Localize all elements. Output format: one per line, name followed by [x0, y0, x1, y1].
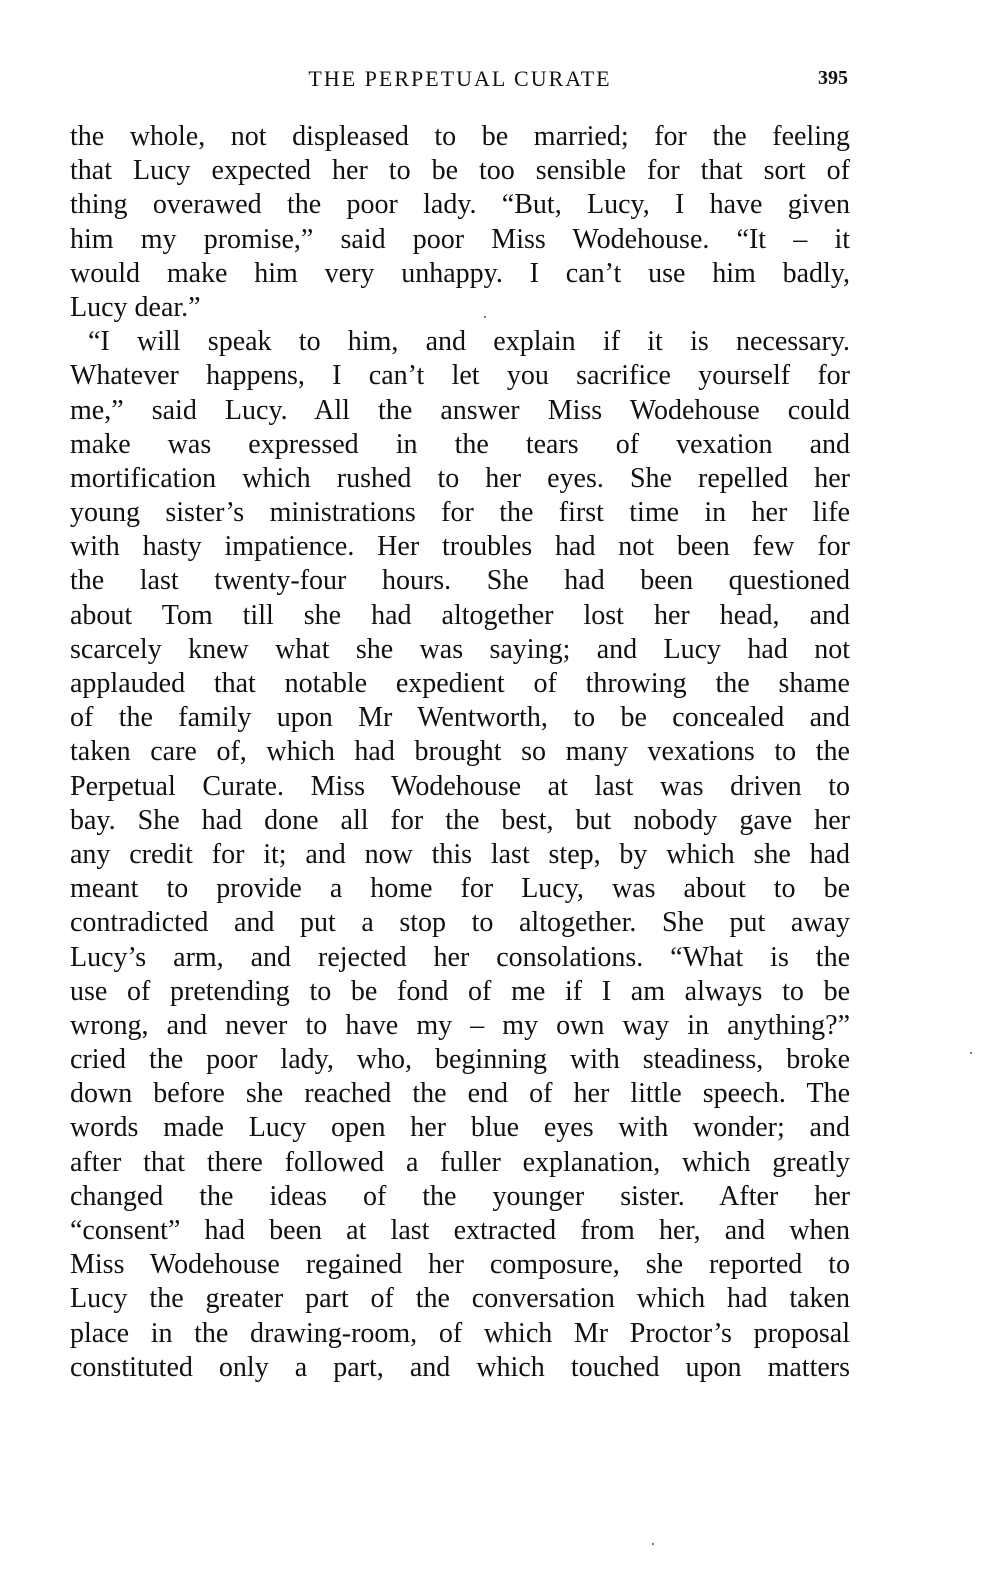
- text-line: the last twenty-four hours. She had been questioned: [70, 565, 850, 597]
- text-line: the whole, not displeased to be married; for the feeling: [70, 121, 850, 152]
- text-line: scarcely knew what she was saying; and Lucy had not: [70, 633, 850, 665]
- text-line: about Tom till she had altogether lost her head, and: [70, 599, 850, 631]
- text-line: that Lucy expected her to be too sensible for that sort of: [70, 155, 850, 187]
- text-line: any credit for it; and now this last step, by which she had: [70, 838, 850, 870]
- text-line: mortification which rushed to her eyes. She repelled her: [70, 462, 850, 494]
- text-line: cried the poor lady, who, beginning with steadiness, broke: [70, 1044, 850, 1076]
- scan-speck: [652, 1543, 654, 1545]
- text-line: applauded that notable expedient of throwing the shame: [70, 668, 850, 699]
- text-line: after that there followed a fuller explanation, which greatly: [70, 1146, 850, 1178]
- text-line: Perpetual Curate. Miss Wodehouse at last was driven to: [70, 770, 850, 802]
- scan-speck: [484, 316, 486, 318]
- text-line: meant to provide a home for Lucy, was about to be: [70, 873, 850, 905]
- text-line: use of pretending to be fond of me if I am always to be: [70, 975, 850, 1007]
- text-line: with hasty impatience. Her troubles had not been few for: [70, 531, 850, 563]
- text-line: thing overawed the poor lady. “But, Lucy, I have given: [70, 189, 850, 221]
- text-line: down before she reached the end of her little speech. The: [70, 1078, 850, 1110]
- text-line: Lucy dear.”: [70, 291, 201, 323]
- text-line: “I will speak to him, and explain if it is necessary.: [88, 326, 850, 358]
- text-line: changed the ideas of the younger sister. After her: [70, 1180, 850, 1212]
- text-line: “consent” had been at last extracted from her, and when: [70, 1215, 850, 1246]
- text-line: place in the drawing-room, of which Mr Proctor’s proposal: [70, 1317, 850, 1349]
- text-line: me,” said Lucy. All the answer Miss Wodehouse could: [70, 394, 850, 426]
- page-number: 395: [818, 67, 848, 89]
- text-line: Miss Wodehouse regained her composure, she reported to: [70, 1249, 850, 1281]
- text-line: of the family upon Mr Wentworth, to be concealed and: [70, 702, 850, 734]
- text-line: taken care of, which had brought so many vexations to the: [70, 736, 850, 768]
- text-line: would make him very unhappy. I can’t use him badly,: [70, 257, 850, 289]
- text-line: Lucy the greater part of the conversation which had taken: [70, 1283, 850, 1315]
- text-line: bay. She had done all for the best, but nobody gave her: [70, 804, 850, 836]
- running-head: [70, 66, 850, 100]
- text-line: Whatever happens, I can’t let you sacrifice yourself for: [70, 360, 850, 392]
- running-title: THE PERPETUAL CURATE: [308, 66, 612, 91]
- body-text: [70, 120, 850, 1385]
- text-line: wrong, and never to have my – my own way in anything?”: [70, 1009, 850, 1041]
- text-line: words made Lucy open her blue eyes with wonder; and: [70, 1112, 850, 1144]
- text-line: make was expressed in the tears of vexation and: [70, 428, 850, 460]
- text-line: young sister’s ministrations for the first time in her life: [70, 497, 850, 529]
- text-line: constituted only a part, and which touched upon matters: [70, 1351, 850, 1383]
- scan-speck: [970, 1052, 972, 1054]
- text-line: contradicted and put a stop to altogether. She put away: [70, 907, 850, 939]
- text-line: him my promise,” said poor Miss Wodehouse. “It – it: [70, 223, 850, 255]
- text-line: Lucy’s arm, and rejected her consolations. “What is the: [70, 941, 850, 973]
